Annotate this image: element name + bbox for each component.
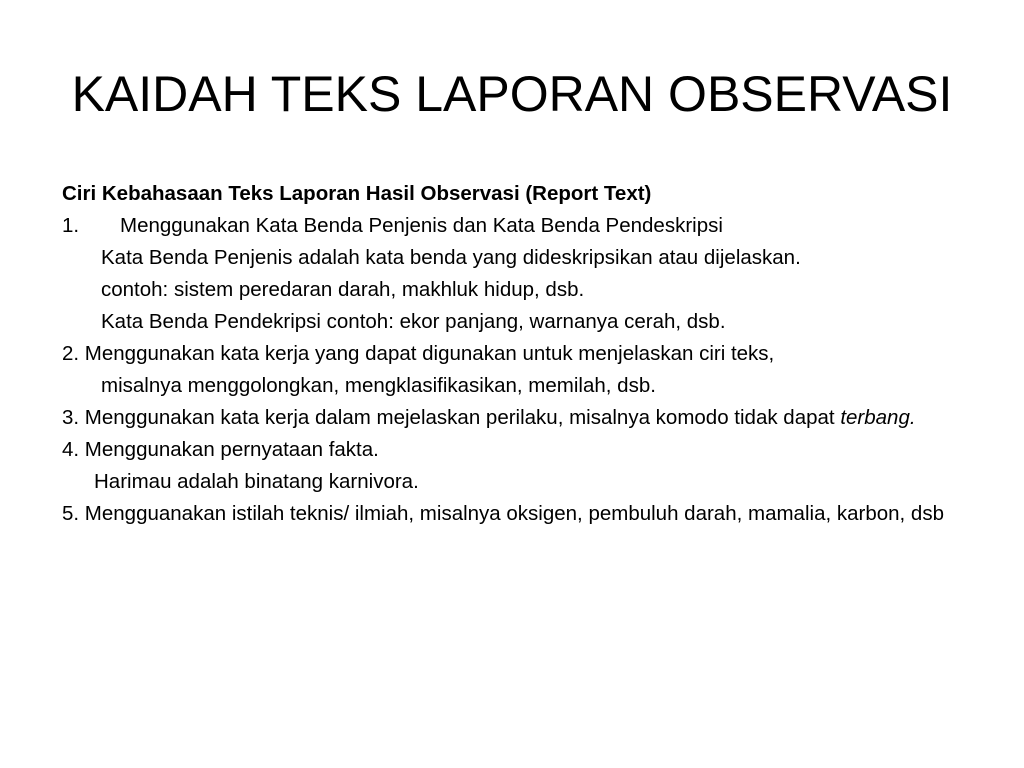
list-item-3-italic: terbang. xyxy=(840,406,916,429)
section-heading: Ciri Kebahasaan Teks Laporan Hasil Observasi (Report Text) xyxy=(62,182,652,205)
list-item-4: 4. Menggunakan pernyataan fakta. xyxy=(62,438,379,461)
list-item-3-text: 3. Menggunakan kata kerja dalam mejelaskan perilaku, misalnya komodo tidak dapat xyxy=(62,406,841,429)
list-item-1-sub-2: contoh: sistem peredaran darah, makhluk hidup, dsb. xyxy=(101,278,585,301)
list-item-1-sub-1: Kata Benda Penjenis adalah kata benda yang dideskripsikan atau dijelaskan. xyxy=(101,246,801,269)
list-item-2: 2. Menggunakan kata kerja yang dapat digunakan untuk menjelaskan ciri teks, xyxy=(62,342,775,365)
list-item-1 xyxy=(62,212,962,239)
slide-title: KAIDAH TEKS LAPORAN OBSERVASI xyxy=(71,66,953,122)
list-item-4-sub-1: Harimau adalah binatang karnivora. xyxy=(94,470,419,493)
list-item-2-sub-1: misalnya menggolongkan, mengklasifikasikan, memilah, dsb. xyxy=(101,374,656,397)
list-item-1-number: 1. xyxy=(62,214,80,237)
slide-body xyxy=(62,180,962,532)
list-item-3 xyxy=(62,404,962,431)
list-item-1-text: Menggunakan Kata Benda Penjenis dan Kata Benda Pendeskripsi xyxy=(120,214,723,237)
list-item-5: 5. Mengguanakan istilah teknis/ ilmiah, misalnya oksigen, pembuluh darah, mamalia, karbon, dsb xyxy=(62,502,944,525)
list-item-1-sub-3: Kata Benda Pendekripsi contoh: ekor panjang, warnanya cerah, dsb. xyxy=(101,310,726,333)
